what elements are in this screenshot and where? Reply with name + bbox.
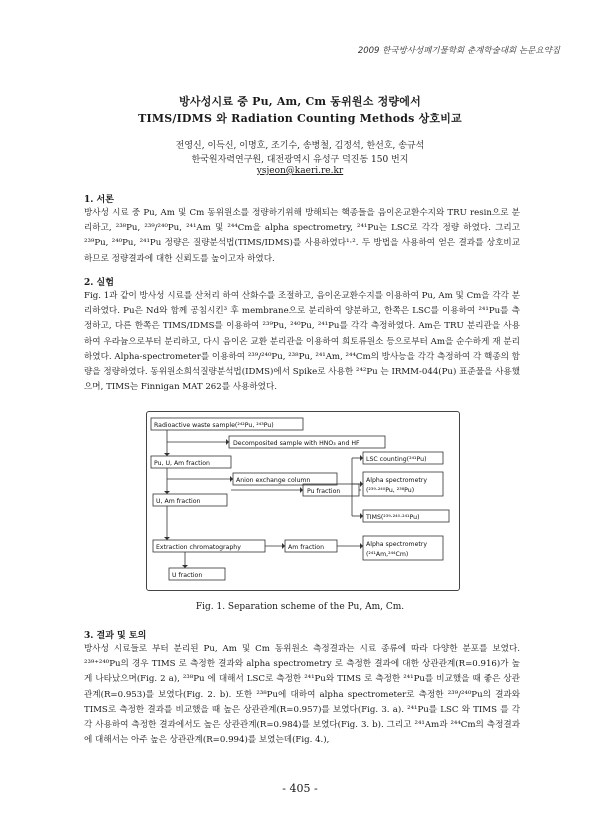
label-extraction: Extraction chromatography — [156, 544, 241, 551]
section-3-text: 방사성 시료들로 부터 분리된 Pu, Am 및 Cm 동위원소 측정결과는 시료 종류에 따라 다양한 분포를 보였다. ²³⁹⁺²⁴⁰Pu의 경우 TIMS 로 측정한 결과와 alpha spectrometry 로 측정한 결과에 대한 상관관계(R=0.916)가 높게 나타났으며(Fig. 2 a), ²³⁸Pu 에 대해서 LSC로 측정한 ²⁴¹Pu와 TIMS 로 측정한 ²⁴¹Pu를 비교했을 때 좋은 상관관계(R=0.953)를 보였다(Fig. 2. b). 또한 ²³⁸Pu에 대하여 alpha spectrometer로 측정한 ²³⁹/²⁴⁰Pu의 결과와 TIMS로 측정한 결과를 비교했을 때 높은 상관관계(R=0.957)를 보였다(Fig. 3. a). ²⁴¹Pu를 LSC 와 TIMS 를 각각 사용하여 측정한 결과에서도 높은 상관관계(R=0.984)를 보였다(Fig. 3. b). 그리고 ²⁴¹Am과 ²⁴⁴Cm의 측정결과에 대해서는 아주 높은 상관관계(R=0.994)를 보였는데(Fig. 4.), — [84, 644, 520, 746]
label-alpha1-line2: (²³⁹·²⁴⁰Pu, ²³⁸Pu) — [366, 487, 415, 494]
label-anion: Anion exchange column — [236, 477, 311, 484]
figure-caption: Fig. 1. Separation scheme of the Pu, Am, Cm. — [195, 602, 405, 612]
section-2-text: Fig. 1과 같이 방사성 시료를 산처리 하여 산화수를 조절하고, 음이온교환수지를 이용하여 Pu, Am 및 Cm을 각각 분리하였다. Pu은 Nd와 함께 공침시킨³ 후 membrane으로 분리하여 양분하고, 한쪽은 LSC를 이용하여 ²⁴¹Pu를 측정하고, 다른 한쪽은 TIMS/IDMS를 이용하여 ²³⁹Pu, ²⁴⁰Pu, ²⁴¹Pu를 각각 측정하였다. Am은 TRU 분리관을 사용하여 우라늄으로부터 분리하고, 다시 음이온 교환 분리관을 이용하여 희토류원소 등으로부터 Am을 순수하게 재 분리하였다. Alpha-spectrometer를 이용하여 ²³⁹/²⁴⁰Pu, ²³⁸Pu, ²⁴¹Am, ²⁴⁴Cm의 방사능을 각각 측정하여 각 핵종의 함량을 정량하였다. 동위원소희석질량분석법(IDMS)에서 Spike로 사용한 ²⁴²Pu 는 IRMM-044(Pu) 표준물을 사용했으며, TIMS는 Finnigan MAT 262를 사용하였다. — [84, 291, 520, 393]
label-pu-u-am: Pu, U, Am fraction — [154, 460, 210, 467]
separation-scheme-figure — [146, 411, 460, 591]
header-note: 2009 한국방사성폐기물학회 춘계학술대회 논문요약집 — [357, 46, 560, 56]
label-decomposed: Decomposited sample with HNO₃ and HF — [233, 440, 360, 447]
label-u-fraction: U fraction — [172, 572, 203, 579]
label-am-fraction: Am fraction — [288, 544, 324, 551]
label-lsc: LSC counting(²⁴¹Pu) — [366, 456, 427, 463]
label-pu-fraction: Pu fraction — [307, 488, 341, 495]
authors: 전영신, 이득신, 이명호, 조기수, 송병철, 김정석, 한선호, 송규석 — [175, 141, 425, 151]
email-link[interactable]: ysjeon@kaeri.re.kr — [256, 166, 344, 176]
label-alpha1-line1: Alpha spectrometry — [366, 477, 428, 484]
title-line-1: 방사성시료 중 Pu, Am, Cm 동위원소 정량에서 — [179, 95, 421, 108]
label-alpha2-line1: Alpha spectrometry — [366, 541, 428, 548]
page-number: - 405 - — [282, 782, 318, 795]
section-1-title: 1. 서론 — [84, 195, 114, 205]
label-tims: TIMS(²³⁹·²⁴⁰·²⁴¹Pu) — [366, 514, 420, 521]
label-alpha2-line2: (²⁴¹Am,²⁴⁴Cm) — [366, 551, 409, 558]
section-1-text: 방사성 시료 중 Pu, Am 및 Cm 동위원소를 정량하기위해 방해되는 핵종들을 음이온교환수지와 TRU resin으로 분리하고, ²³⁸Pu, ²³⁹/²⁴⁰Pu, ²⁴¹Am 및 ²⁴⁴Cm을 alpha spectrometry, ²⁴¹Pu는 LSC로 각각 정량 하였다. 그리고 ²³⁹Pu, ²⁴⁰Pu, ²⁴¹Pu 정량은 질량분석법(TIMS/IDMS)를 사용하였다¹·². 두 방법을 사용하여 얻은 결과를 상호비교 하므로 정량결과에 대한 신뢰도를 높이고자 하였다. — [84, 208, 520, 264]
label-u-am: U, Am fraction — [156, 498, 201, 505]
section-3-title: 3. 결과 및 토의 — [84, 631, 147, 641]
section-2-title: 2. 실험 — [84, 278, 114, 288]
title-line-2: TIMS/IDMS 와 Radiation Counting Methods 상호비교 — [138, 112, 462, 125]
label-sample: Radioactive waste sample(²⁴²Pu, ²⁴³Pu) — [154, 422, 274, 429]
flowchart-svg — [147, 412, 459, 590]
affiliation: 한국원자력연구원, 대전광역시 유성구 덕진동 150 번지 — [191, 155, 409, 165]
